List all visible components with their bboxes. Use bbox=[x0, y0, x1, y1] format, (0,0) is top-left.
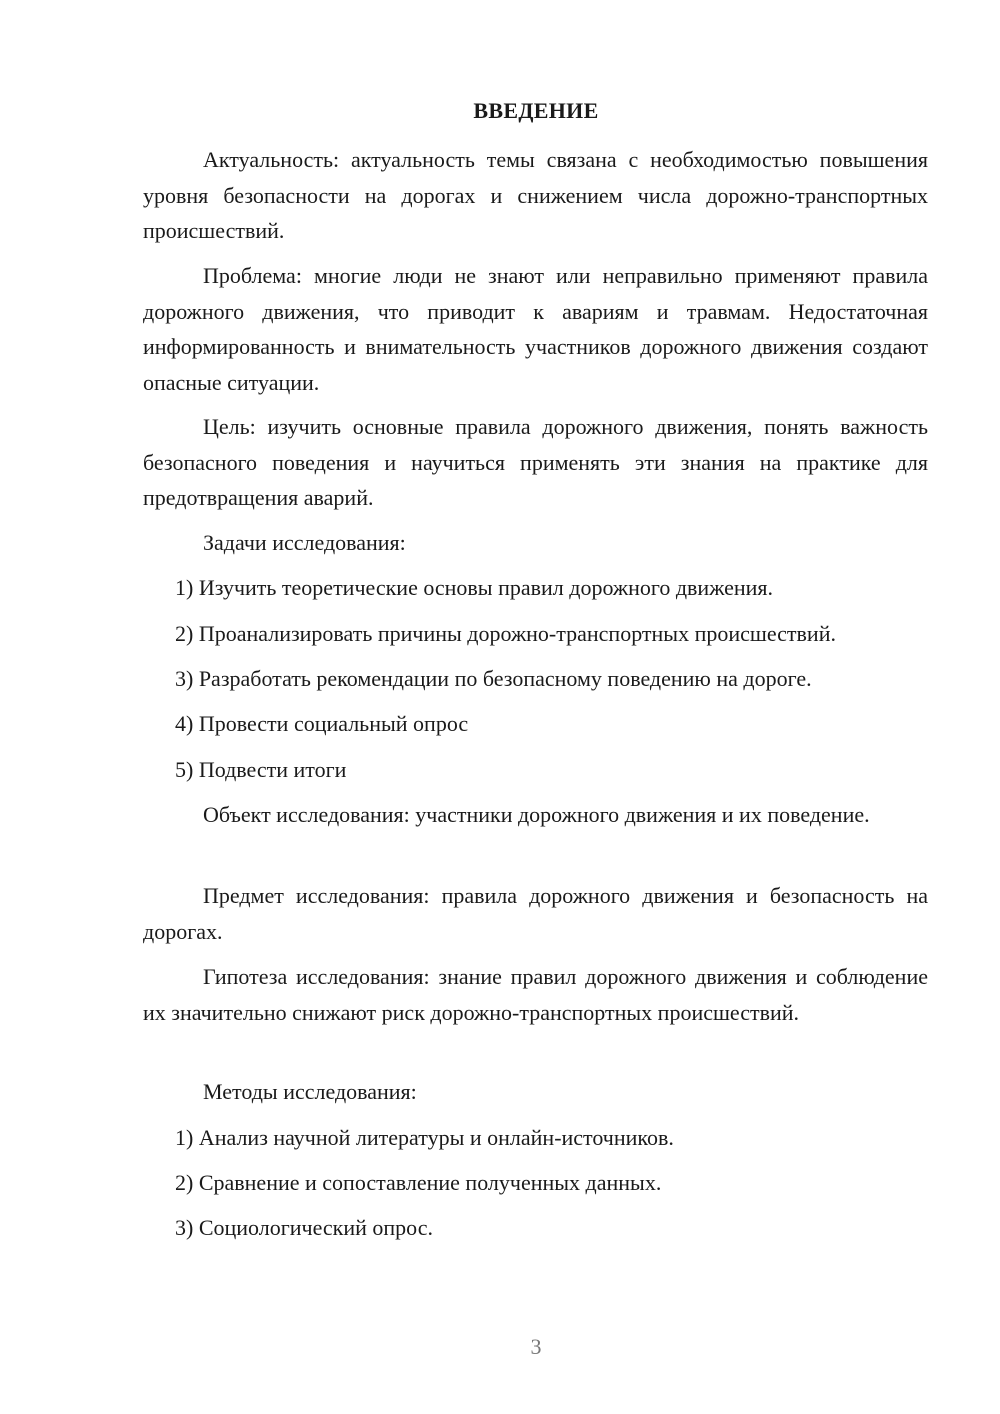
task-item-1: 1) Изучить теоретические основы правил дорожного движения. bbox=[175, 575, 774, 600]
method-item-2: 2) Сравнение и сопоставление полученных данных. bbox=[175, 1170, 662, 1195]
methods-label: Методы исследования: bbox=[203, 1079, 417, 1104]
task-item-2: 2) Проанализировать причины дорожно-транспортных происшествий. bbox=[175, 621, 836, 646]
method-item-1: 1) Анализ научной литературы и онлайн-источников. bbox=[175, 1125, 674, 1150]
hypothesis-paragraph: Гипотеза исследования: знание правил дорожного движения и соблюдение их значительно снижают риск дорожно-транспортных происшествий. bbox=[143, 964, 928, 1025]
method-item-3: 3) Социологический опрос. bbox=[175, 1215, 433, 1240]
page-number: 3 bbox=[530, 1334, 542, 1359]
subject-paragraph: Предмет исследования: правила дорожного движения и безопасность на дорогах. bbox=[143, 883, 928, 944]
problem-paragraph: Проблема: многие люди не знают или неправильно применяют правила дорожного движения, что приводит к авариям и травмам. Недостаточная информированность и внимательность участников дорожного движения создают опасные ситуации. bbox=[143, 263, 928, 395]
tasks-label: Задачи исследования: bbox=[203, 530, 406, 555]
object-paragraph: Объект исследования: участники дорожного движения и их поведение. bbox=[203, 802, 870, 827]
goal-paragraph: Цель: изучить основные правила дорожного движения, понять важность безопасного поведения и научиться применять эти знания на практике для предотвращения аварий. bbox=[143, 414, 928, 510]
task-item-3: 3) Разработать рекомендации по безопасному поведению на дороге. bbox=[175, 666, 812, 691]
task-item-5: 5) Подвести итоги bbox=[175, 757, 347, 782]
section-heading: ВВЕДЕНИЕ bbox=[473, 98, 599, 123]
task-item-4: 4) Провести социальный опрос bbox=[175, 711, 469, 736]
relevance-paragraph: Актуальность: актуальность темы связана с необходимостью повышения уровня безопасности на дорогах и снижением числа дорожно-транспортных происшествий. bbox=[143, 147, 928, 243]
